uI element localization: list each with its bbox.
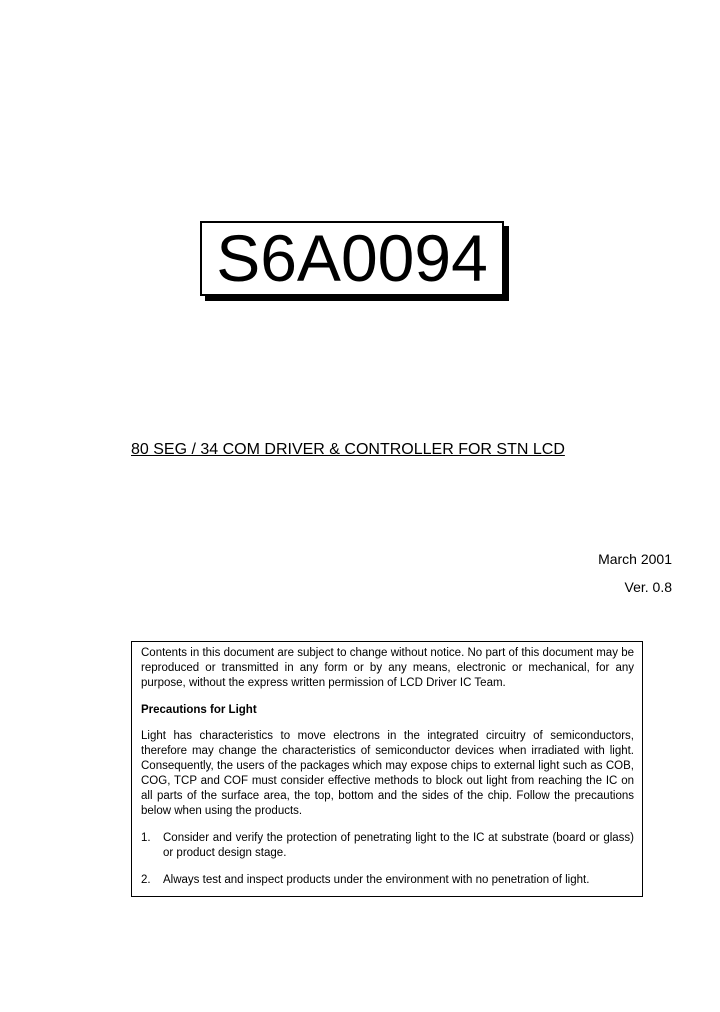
notice-box <box>131 641 643 897</box>
list-item <box>141 873 634 888</box>
document-date: March 2001 <box>598 551 672 567</box>
precautions-paragraph: Light has characteristics to move electrons in the integrated circuitry of semiconductors, therefore may change the characteristics of semiconductor devices when irradiated with light. Consequently, the users of the packages which may expose chips to external light such as COB, COG, TCP and COF must consider effective methods to block out light from reaching the IC on all parts of the surface area, the top, bottom and the sides of the chip. Follow the precautions below when using the products. <box>141 730 634 817</box>
document-subtitle: 80 SEG / 34 COM DRIVER & CONTROLLER FOR STN LCD <box>131 441 565 458</box>
document-version: Ver. 0.8 <box>624 579 672 595</box>
part-number-box <box>200 221 504 296</box>
part-number-title: S6A0094 <box>216 221 488 295</box>
list-item-number: 1. <box>141 832 151 844</box>
precautions-heading: Precautions for Light <box>141 704 257 716</box>
list-item-text: Consider and verify the protection of penetrating light to the IC at substrate (board or glass) or product design stage. <box>163 832 634 859</box>
list-item <box>141 831 634 861</box>
copyright-notice: Contents in this document are subject to change without notice. No part of this document may be reproduced or transmitted in any form or by any means, electronic or mechanical, for any purpose, without the express written permission of LCD Driver IC Team. <box>141 647 634 689</box>
list-item-text: Always test and inspect products under the environment with no penetration of light. <box>163 874 590 886</box>
list-item-number: 2. <box>141 874 151 886</box>
